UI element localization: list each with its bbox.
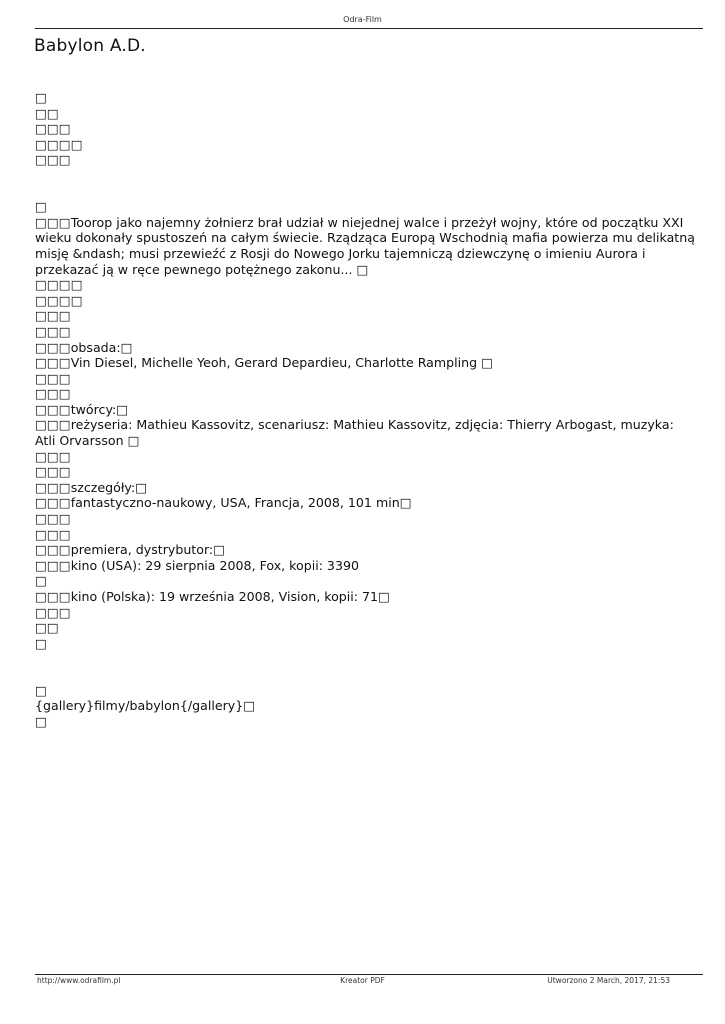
details-label: □□□szczegóły:□ bbox=[35, 479, 148, 495]
placeholder-line: □□ bbox=[35, 105, 59, 121]
placeholder-line: □□□ bbox=[35, 448, 71, 464]
cast-label: □□□obsada:□ bbox=[35, 339, 133, 355]
placeholder-line: □□□ bbox=[35, 308, 71, 324]
page-header-site-name: Odra-Film bbox=[343, 15, 382, 24]
synopsis-paragraph: □□□Toorop jako najemny żołnierz brał udział w niejednej walce i przeżył wojny, które od początku XXI wieku dokonały spustoszeń na całym świecie. Rządząca Europą Wschodnią mafia powierza mu delikatną misję &ndash; musi przewieźć z Rosji do Nowego Jorku tajemniczą dziewczynę o imieniu Aurora i przekazać ją w ręce pewnego potężnego zakonu... □ bbox=[35, 214, 695, 277]
placeholder-line: □□□ bbox=[35, 464, 71, 480]
crew-label: □□□twórcy:□ bbox=[35, 401, 129, 417]
placeholder-line: □□□□ bbox=[35, 292, 83, 308]
placeholder-line: □□□ bbox=[35, 121, 71, 137]
header-divider bbox=[35, 28, 703, 29]
footer-created-date: Utworzono 2 March, 2017, 21:53 bbox=[547, 976, 670, 985]
placeholder-line: □□□ bbox=[35, 604, 71, 620]
blank-line bbox=[35, 184, 695, 200]
placeholder-line: □□□□ bbox=[35, 277, 83, 293]
blank-line bbox=[35, 168, 695, 184]
placeholder-line: □□□□ bbox=[35, 136, 83, 152]
placeholder-line: □□□ bbox=[35, 152, 71, 168]
page-title: Babylon A.D. bbox=[34, 36, 146, 56]
blank-line bbox=[35, 651, 695, 667]
details-text: □□□fantastyczno-naukowy, USA, Francja, 2008, 101 min□ bbox=[35, 495, 412, 511]
placeholder-line: □ bbox=[35, 682, 47, 698]
placeholder-line: □□□ bbox=[35, 511, 71, 527]
placeholder-line: □ bbox=[35, 635, 47, 651]
premiere-poland: □□□kino (Polska): 19 września 2008, Vision, kopii: 71□ bbox=[35, 589, 390, 604]
placeholder-line: □ bbox=[35, 199, 47, 215]
placeholder-line: □□ bbox=[35, 620, 59, 636]
footer-generator: Kreator PDF bbox=[340, 976, 385, 985]
footer-url: http://www.odrafilm.pl bbox=[37, 976, 121, 985]
placeholder-line: □□□ bbox=[35, 370, 71, 386]
footer-divider bbox=[35, 974, 703, 975]
placeholder-line: □ bbox=[35, 573, 47, 589]
crew-list: □□□reżyseria: Mathieu Kassovitz, scenariusz: Mathieu Kassovitz, zdjęcia: Thierry Arbogast, muzyka: Atli Orvarsson □ bbox=[35, 417, 674, 449]
premiere-label: □□□premiera, dystrybutor:□ bbox=[35, 542, 226, 558]
gallery-shortcode: {gallery}filmy/babylon{/gallery}□ bbox=[35, 698, 256, 714]
placeholder-line: □ bbox=[35, 90, 47, 105]
blank-line bbox=[35, 667, 695, 683]
cast-list: □□□Vin Diesel, Michelle Yeoh, Gerard Depardieu, Charlotte Rampling □ bbox=[35, 355, 494, 371]
placeholder-line: □ bbox=[35, 713, 47, 729]
placeholder-line: □□□ bbox=[35, 323, 71, 339]
placeholder-line: □□□ bbox=[35, 526, 71, 542]
premiere-usa: □□□kino (USA): 29 sierpnia 2008, Fox, kopii: 3390 bbox=[35, 557, 359, 573]
article-body bbox=[35, 90, 695, 729]
placeholder-line: □□□ bbox=[35, 386, 71, 402]
